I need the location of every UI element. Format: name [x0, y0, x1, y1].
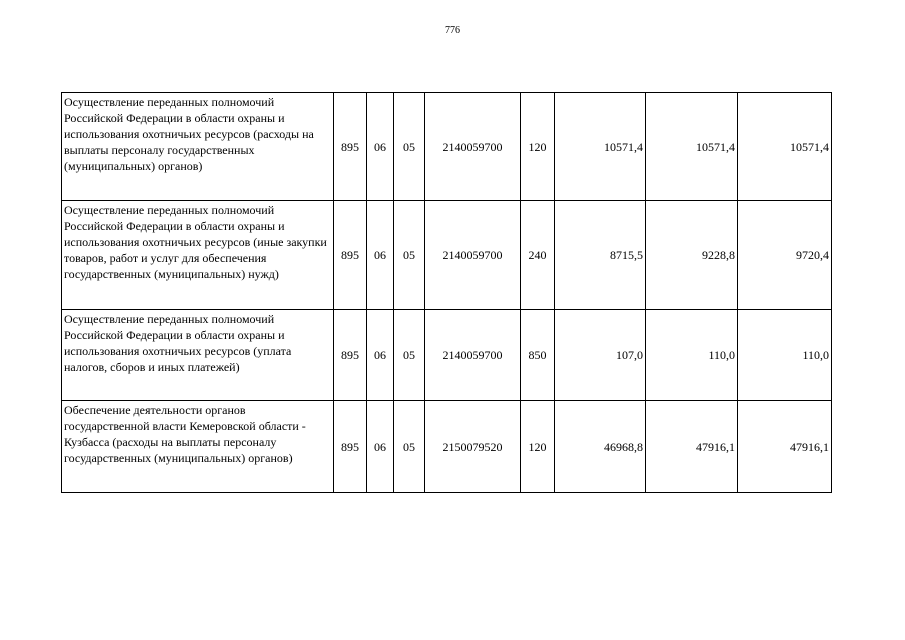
target-code: 2140059700	[425, 93, 521, 201]
amount-1: 107,0	[555, 310, 646, 401]
amount-2: 10571,4	[646, 93, 738, 201]
amount-3: 47916,1	[738, 401, 832, 493]
row-description: Осуществление переданных полномочий Российской Федерации в области охраны и использования охотничьих ресурсов (уплата налогов, сборов и иных платежей)	[62, 310, 334, 401]
ministry-code: 895	[334, 93, 367, 201]
table-row	[62, 310, 832, 401]
row-description: Обеспечение деятельности органов государственной власти Кемеровской области - Кузбасса (расходы на выплаты персоналу государственных (муниципальных) органов)	[62, 401, 334, 493]
expense-type-code: 120	[521, 93, 555, 201]
target-code: 2150079520	[425, 401, 521, 493]
budget-table	[61, 92, 832, 493]
expense-type-code: 850	[521, 310, 555, 401]
ministry-code: 895	[334, 310, 367, 401]
amount-1: 10571,4	[555, 93, 646, 201]
section-code: 06	[367, 93, 394, 201]
row-description: Осуществление переданных полномочий Российской Федерации в области охраны и использования охотничьих ресурсов (иные закупки товаров, работ и услуг для обеспечения государственных (муниципальных) нужд)	[62, 201, 334, 310]
table-row	[62, 93, 832, 201]
table-row	[62, 201, 832, 310]
subsection-code: 05	[394, 201, 425, 310]
section-code: 06	[367, 201, 394, 310]
section-code: 06	[367, 401, 394, 493]
ministry-code: 895	[334, 401, 367, 493]
amount-2: 110,0	[646, 310, 738, 401]
amount-2: 9228,8	[646, 201, 738, 310]
page-number: 776	[445, 25, 460, 36]
amount-3: 10571,4	[738, 93, 832, 201]
target-code: 2140059700	[425, 201, 521, 310]
subsection-code: 05	[394, 401, 425, 493]
amount-2: 47916,1	[646, 401, 738, 493]
amount-3: 9720,4	[738, 201, 832, 310]
section-code: 06	[367, 310, 394, 401]
expense-type-code: 120	[521, 401, 555, 493]
ministry-code: 895	[334, 201, 367, 310]
target-code: 2140059700	[425, 310, 521, 401]
amount-1: 46968,8	[555, 401, 646, 493]
row-description: Осуществление переданных полномочий Российской Федерации в области охраны и использования охотничьих ресурсов (расходы на выплаты персоналу государственных (муниципальных) органов)	[62, 93, 334, 201]
expense-type-code: 240	[521, 201, 555, 310]
subsection-code: 05	[394, 310, 425, 401]
subsection-code: 05	[394, 93, 425, 201]
table-row	[62, 401, 832, 493]
amount-3: 110,0	[738, 310, 832, 401]
amount-1: 8715,5	[555, 201, 646, 310]
